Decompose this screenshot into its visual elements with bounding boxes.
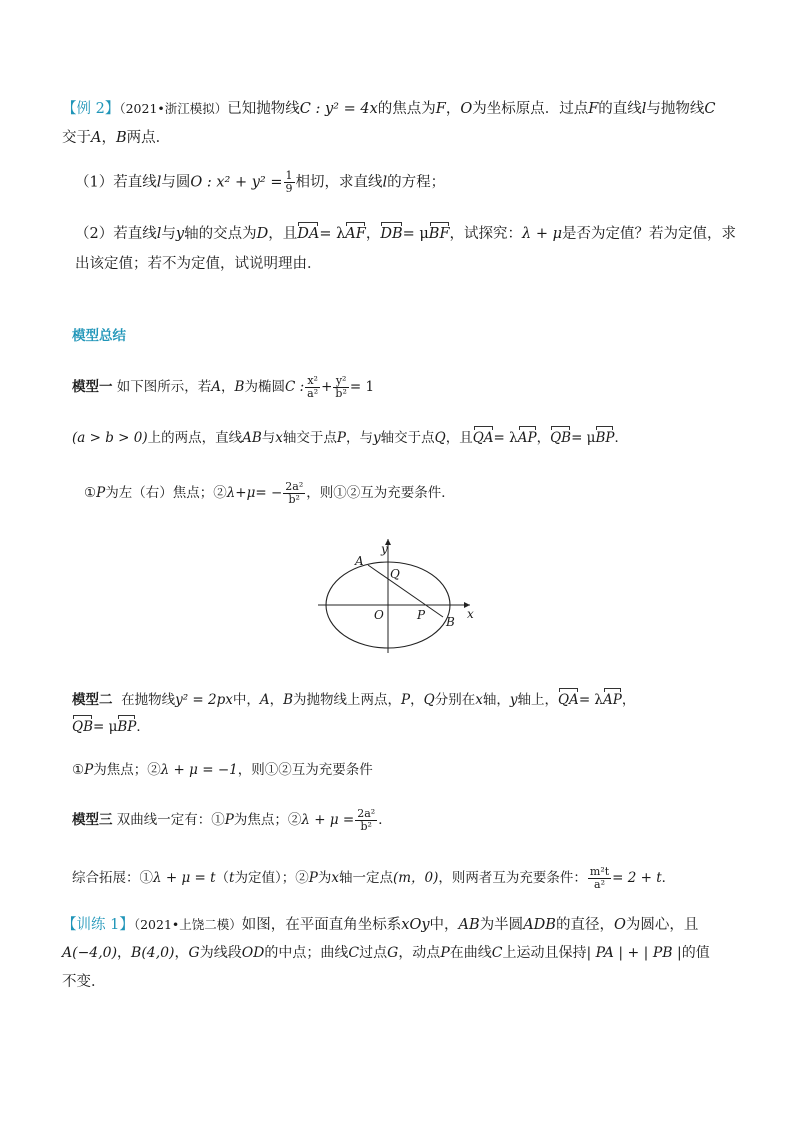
model1-line1: 模型一 如下图所示，若A，B为椭圆C : $\frac{\text{x²}}{\text{a²}}$ + $\frac{\text{y²}}{\text{b²}}$ = 1 bbox=[72, 374, 375, 400]
vector: AP bbox=[602, 692, 622, 708]
training1-line2: A(−4,0)，B(4,0)，G为线段OD的中点；曲线C过点G，动点P在曲线C上运动且保持| PA | + | PB |的值 bbox=[62, 945, 710, 961]
vector: DB bbox=[380, 226, 403, 242]
vector: QA bbox=[557, 692, 579, 708]
model2-line1: 模型二 在抛物线y² = 2px中，A，B为抛物线上两点，P，Q分别在x轴，y轴上，QA= λAP， bbox=[72, 692, 636, 708]
example-source: （2021•浙江模拟） bbox=[119, 101, 228, 116]
label-b: B bbox=[446, 615, 455, 629]
label-o: O bbox=[374, 608, 384, 622]
vector: QA bbox=[472, 430, 494, 446]
fraction: $\frac{\text{x²}}{\text{a²}}$ bbox=[307, 374, 319, 400]
vector: BF bbox=[428, 226, 450, 242]
model2-line3: ①P为焦点；②λ + μ = −1，则①②互为充要条件 bbox=[72, 762, 373, 778]
training1-line3: 不变． bbox=[62, 974, 106, 990]
model2-line2: QB= μBP． bbox=[72, 719, 150, 735]
question-2-line2: 出该定值；若不为定值，试说明理由． bbox=[75, 256, 322, 272]
ellipse-figure bbox=[310, 535, 485, 655]
example2-line1: 【例 2】（2021•浙江模拟）已知抛物线C : y² = 4x的焦点为F，O为坐标原点．过点F的直线l与抛物线C bbox=[62, 101, 716, 117]
vector: BP bbox=[117, 719, 137, 735]
label-a: A bbox=[355, 554, 364, 568]
example-tag: 【例 2】 bbox=[62, 101, 120, 117]
vector: QB bbox=[550, 430, 572, 446]
label-p: P bbox=[417, 608, 426, 622]
model1-line2: (a > b > 0)上的两点，直线AB与x轴交于点P，与y轴交于点Q，且QA= λAP，QB= μBP． bbox=[72, 430, 628, 446]
extension-line: 综合拓展：①λ + μ = t（t为定值）；②P为x轴一定点(m，0)，则两者互为充要条件： $\frac{\text{m²t}}{\text{a²}}$ = 2 + t． bbox=[72, 865, 676, 891]
question-2-line1: （2）若直线l与y轴的交点为D，且DA= λAF，DB= μBF，试探究：λ + μ是否为定值？若为定值，求 bbox=[75, 226, 736, 242]
vector: AF bbox=[345, 226, 366, 242]
label-x: x bbox=[467, 607, 474, 621]
vector: DA bbox=[297, 226, 320, 242]
vector: BP bbox=[595, 430, 615, 446]
fraction: $\frac{1}{9}$ bbox=[285, 169, 293, 195]
model3-line: 模型三 双曲线一定有：①P为焦点；②λ + μ = $\frac{\text{2a²}}{\text{b²}}$ ． bbox=[72, 807, 392, 833]
fraction: $\frac{\text{2a²}}{\text{b²}}$ bbox=[357, 807, 376, 833]
question-1: （1）若直线l与圆O : x² + y² = $\frac{1}{9}$ 相切，求直线l的方程； bbox=[75, 169, 446, 195]
training1-line1: 【训练 1】（2021•上饶二模）如图，在平面直角坐标系xOy中，AB为半圆ADB的直径，O为圆心，且 bbox=[62, 917, 699, 933]
training-tag: 【训练 1】 bbox=[62, 917, 134, 933]
fraction: $\frac{\text{m²t}}{\text{a²}}$ bbox=[589, 865, 610, 891]
fraction: $\frac{\text{y²}}{\text{b²}}$ bbox=[335, 374, 347, 400]
training-source: （2021•上饶二模） bbox=[133, 917, 242, 932]
label-y: y bbox=[381, 542, 388, 556]
section-heading: 模型总结 bbox=[72, 328, 126, 344]
model1-line3: ①P为左（右）焦点；②λ+μ= − $\frac{\text{2a²}}{\text{b²}}$ ，则①②互为充要条件． bbox=[84, 480, 455, 506]
fraction: $\frac{\text{2a²}}{\text{b²}}$ bbox=[285, 480, 304, 506]
vector: AP bbox=[517, 430, 537, 446]
label-q: Q bbox=[390, 567, 400, 581]
vector: QB bbox=[72, 719, 93, 735]
example2-line2: 交于A，B两点． bbox=[62, 130, 171, 146]
